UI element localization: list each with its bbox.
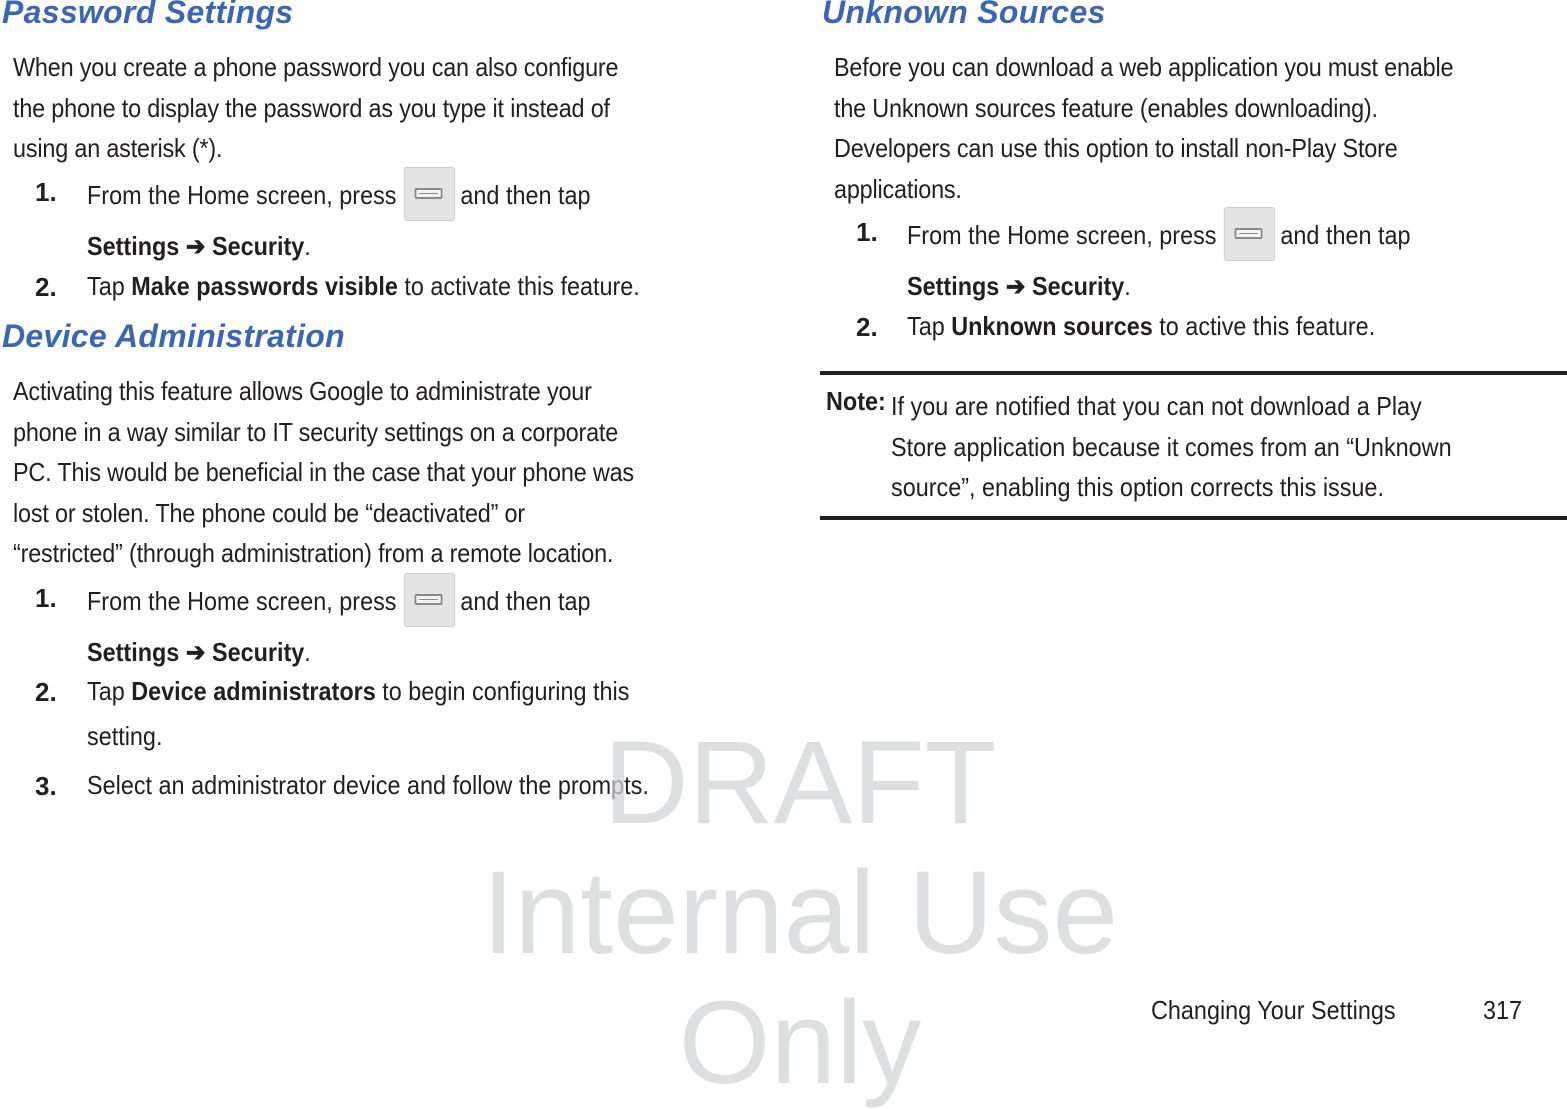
intro-line: applications. (834, 173, 962, 204)
arrow-icon: ➔ (185, 231, 206, 261)
intro-line: the phone to display the password as you type it instead of (13, 92, 610, 123)
step-text: From the Home screen, press (907, 219, 1217, 250)
step-text: and then tap (460, 585, 591, 616)
settings-label: Settings (87, 231, 180, 261)
note-line: source”, enabling this option corrects this issue. (891, 472, 1384, 502)
note-top-rule (820, 371, 1567, 375)
step-number: 1. (35, 583, 57, 613)
menu-key-icon (1224, 207, 1275, 261)
watermark-line: DRAFT (603, 717, 997, 849)
menu-key-icon (404, 573, 455, 627)
step-number: 2. (856, 312, 878, 342)
password-settings-intro (13, 47, 618, 169)
intro-line: PC. This would be beneficial in the case that your phone was (13, 457, 634, 487)
note-label: Note: (826, 386, 886, 416)
device-step-2 (87, 669, 629, 759)
step-text: From the Home screen, press (87, 585, 397, 616)
unknown-sources-heading: Unknown Sources (822, 0, 1106, 30)
arrow-icon: ➔ (1005, 271, 1026, 301)
step-text: to activate this feature. (397, 271, 640, 301)
step-number: 2. (35, 677, 57, 707)
note-bottom-rule (820, 516, 1567, 520)
step-text: From the Home screen, press (87, 179, 397, 210)
period: . (304, 637, 311, 667)
step-text: to active this feature. (1152, 311, 1376, 341)
period: . (1124, 271, 1131, 301)
password-step-1 (87, 170, 591, 269)
intro-line: When you create a phone password you can also configure (13, 52, 619, 82)
device-administrators-label: Device administrators (131, 676, 376, 706)
menu-key-icon (404, 167, 455, 221)
intro-line: Before you can download a web application you must enable (834, 52, 1454, 82)
password-step-2 (87, 264, 640, 309)
step-text: to begin configuring this (375, 676, 630, 706)
device-administration-intro (13, 371, 634, 574)
intro-line: the Unknown sources feature (enables downloading). (834, 92, 1378, 123)
step-number: 3. (35, 771, 57, 801)
footer-section-title: Changing Your Settings (1151, 995, 1396, 1025)
device-step-1 (87, 576, 591, 675)
unknown-step-2 (907, 304, 1375, 349)
device-step-3: Select an administrator device and follow the prompts. (87, 770, 649, 800)
intro-line: using an asterisk (*). (13, 133, 223, 163)
watermark-line: Internal Use Only (481, 847, 1119, 1109)
page-number: 317 (1483, 995, 1523, 1025)
arrow-icon: ➔ (185, 637, 206, 667)
password-settings-heading: Password Settings (2, 0, 294, 30)
device-administration-heading: Device Administration (2, 318, 345, 354)
period: . (304, 231, 311, 261)
security-label: Security (211, 231, 305, 261)
note-line: If you are notified that you can not download a Play (891, 391, 1422, 421)
step-text: Tap (907, 311, 952, 341)
make-passwords-visible-label: Make passwords visible (131, 271, 398, 301)
step-text: and then tap (460, 179, 591, 210)
note-line: Store application because it comes from an “Unknown (891, 431, 1452, 462)
step-text: and then tap (1280, 219, 1411, 250)
settings-label: Settings (907, 271, 1000, 301)
security-label: Security (211, 637, 305, 667)
intro-line: Activating this feature allows Google to administrate your (13, 376, 592, 406)
note-text (891, 386, 1452, 508)
settings-label: Settings (87, 637, 180, 667)
intro-line: “restricted” (through administration) from a remote location. (13, 538, 614, 568)
step-text: setting. (87, 721, 163, 751)
intro-line: Developers can use this option to install non-Play Store (834, 133, 1398, 163)
step-text: Tap (87, 271, 132, 301)
step-number: 1. (856, 217, 878, 247)
step-text: Tap (87, 676, 132, 706)
unknown-step-1 (907, 210, 1411, 309)
step-number: 2. (35, 272, 57, 302)
intro-line: phone in a way similar to IT security settings on a corporate (13, 416, 619, 447)
security-label: Security (1031, 271, 1125, 301)
unknown-sources-label: Unknown sources (951, 311, 1153, 341)
unknown-sources-intro (834, 47, 1453, 209)
step-number: 1. (35, 177, 57, 207)
intro-line: lost or stolen. The phone could be “deactivated” or (13, 497, 526, 528)
